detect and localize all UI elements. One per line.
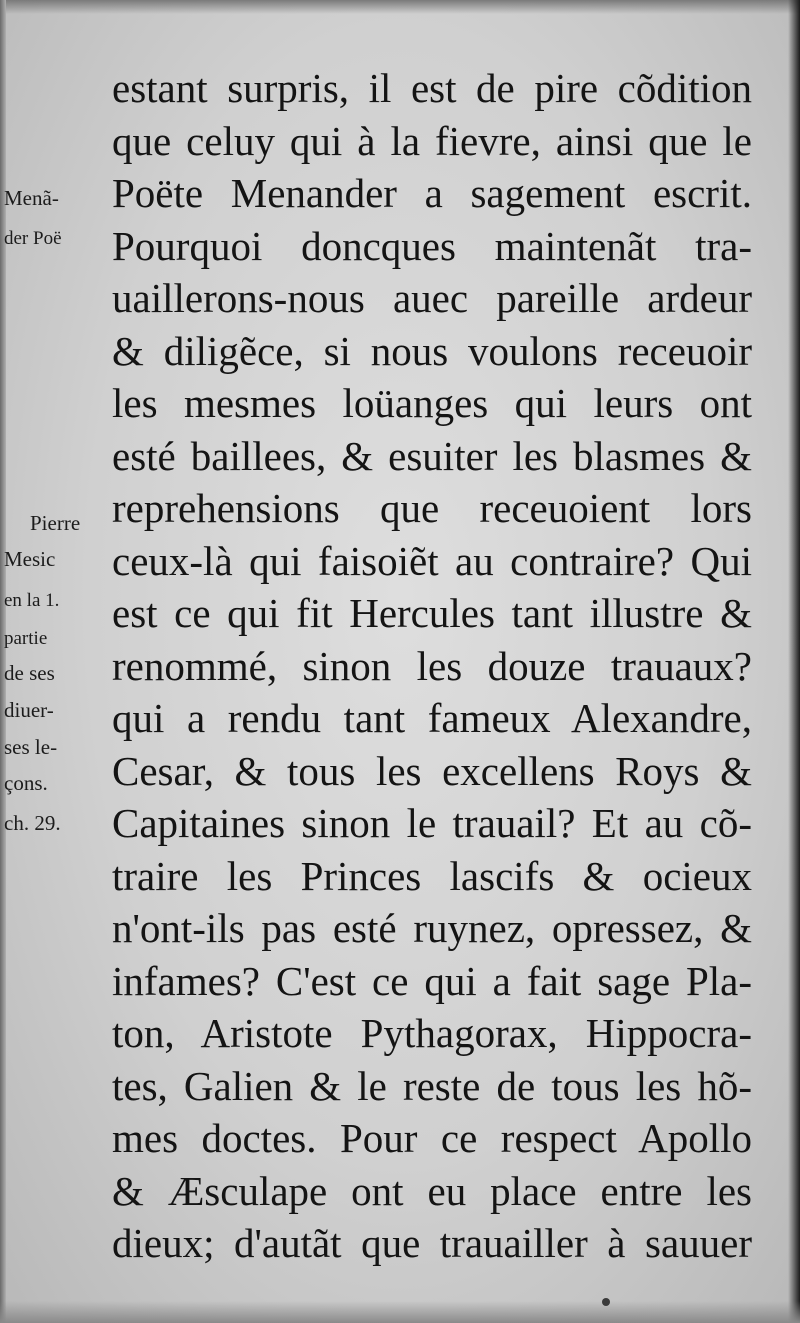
text-line: reprehensions que receuoient lors xyxy=(112,485,752,531)
text-line: n'ont-ils pas esté ruynez, opressez, & xyxy=(112,905,752,951)
text-line: traire les Princes lascifs & ocieux xyxy=(112,852,752,899)
margin-note: ses le- xyxy=(4,735,58,759)
margin-note: partie xyxy=(4,628,48,649)
text-line: qui a rendu tant fameux Alexandre, xyxy=(112,695,752,741)
margin-note: Pierre xyxy=(30,511,81,535)
text-line: uaillerons-nous auec pareille ardeur xyxy=(112,275,752,321)
margin-note: çons. xyxy=(4,771,48,795)
margin-note: ch. 29. xyxy=(4,811,61,835)
text-line: infames? C'est ce qui a fait sage Pla- xyxy=(112,957,752,1004)
text-line: & Æsculape ont eu place entre les xyxy=(112,1167,752,1214)
text-line: & diligẽce, si nous voulons receuoir xyxy=(112,327,752,374)
margin-note: der Poë xyxy=(4,228,62,249)
text-line: Capitaines sinon le trauail? Et au cõ- xyxy=(112,800,752,846)
text-line: est ce qui fit Hercules tant illustre & xyxy=(112,590,752,636)
text-line: Cesar, & tous les excellens Roys & xyxy=(112,747,752,794)
ink-speck xyxy=(602,1298,610,1306)
text-line: les mesmes loüanges qui leurs ont xyxy=(112,380,752,426)
text-line: esté baillees, & esuiter les blasmes & xyxy=(112,432,752,479)
margin-notes xyxy=(2,0,112,1323)
margin-note: Menã- xyxy=(4,186,59,210)
text-line: ceux-là qui faisoiẽt au contraire? Qui xyxy=(112,537,752,584)
margin-note: diuer- xyxy=(4,698,54,722)
margin-note: Mesic xyxy=(4,547,56,571)
page-edge-shadow-right xyxy=(788,0,800,1323)
text-line: renommé, sinon les douze trauaux? xyxy=(112,642,752,689)
text-line: tes, Galien & le reste de tous les hõ- xyxy=(112,1062,752,1109)
text-line: que celuy qui à la fievre, ainsi que le xyxy=(112,117,752,164)
margin-note: en la 1. xyxy=(4,590,60,611)
page-edge-shadow-top xyxy=(0,0,800,14)
page-edge-shadow-bottom xyxy=(0,1301,800,1323)
margin-note: de ses xyxy=(4,661,55,685)
text-line: Poëte Menander a sagement escrit. xyxy=(112,170,752,216)
text-line: ton, Aristote Pythagorax, Hippocra- xyxy=(112,1010,752,1056)
text-line: Pourquoi doncques maintenãt tra- xyxy=(112,222,752,269)
text-line: mes doctes. Pour ce respect Apollo xyxy=(112,1115,752,1161)
body-text xyxy=(112,62,752,1270)
text-line: estant surpris, il est de pire cõdition xyxy=(112,65,752,111)
text-line: dieux; d'autãt que trauailler à sauuer xyxy=(112,1220,752,1266)
